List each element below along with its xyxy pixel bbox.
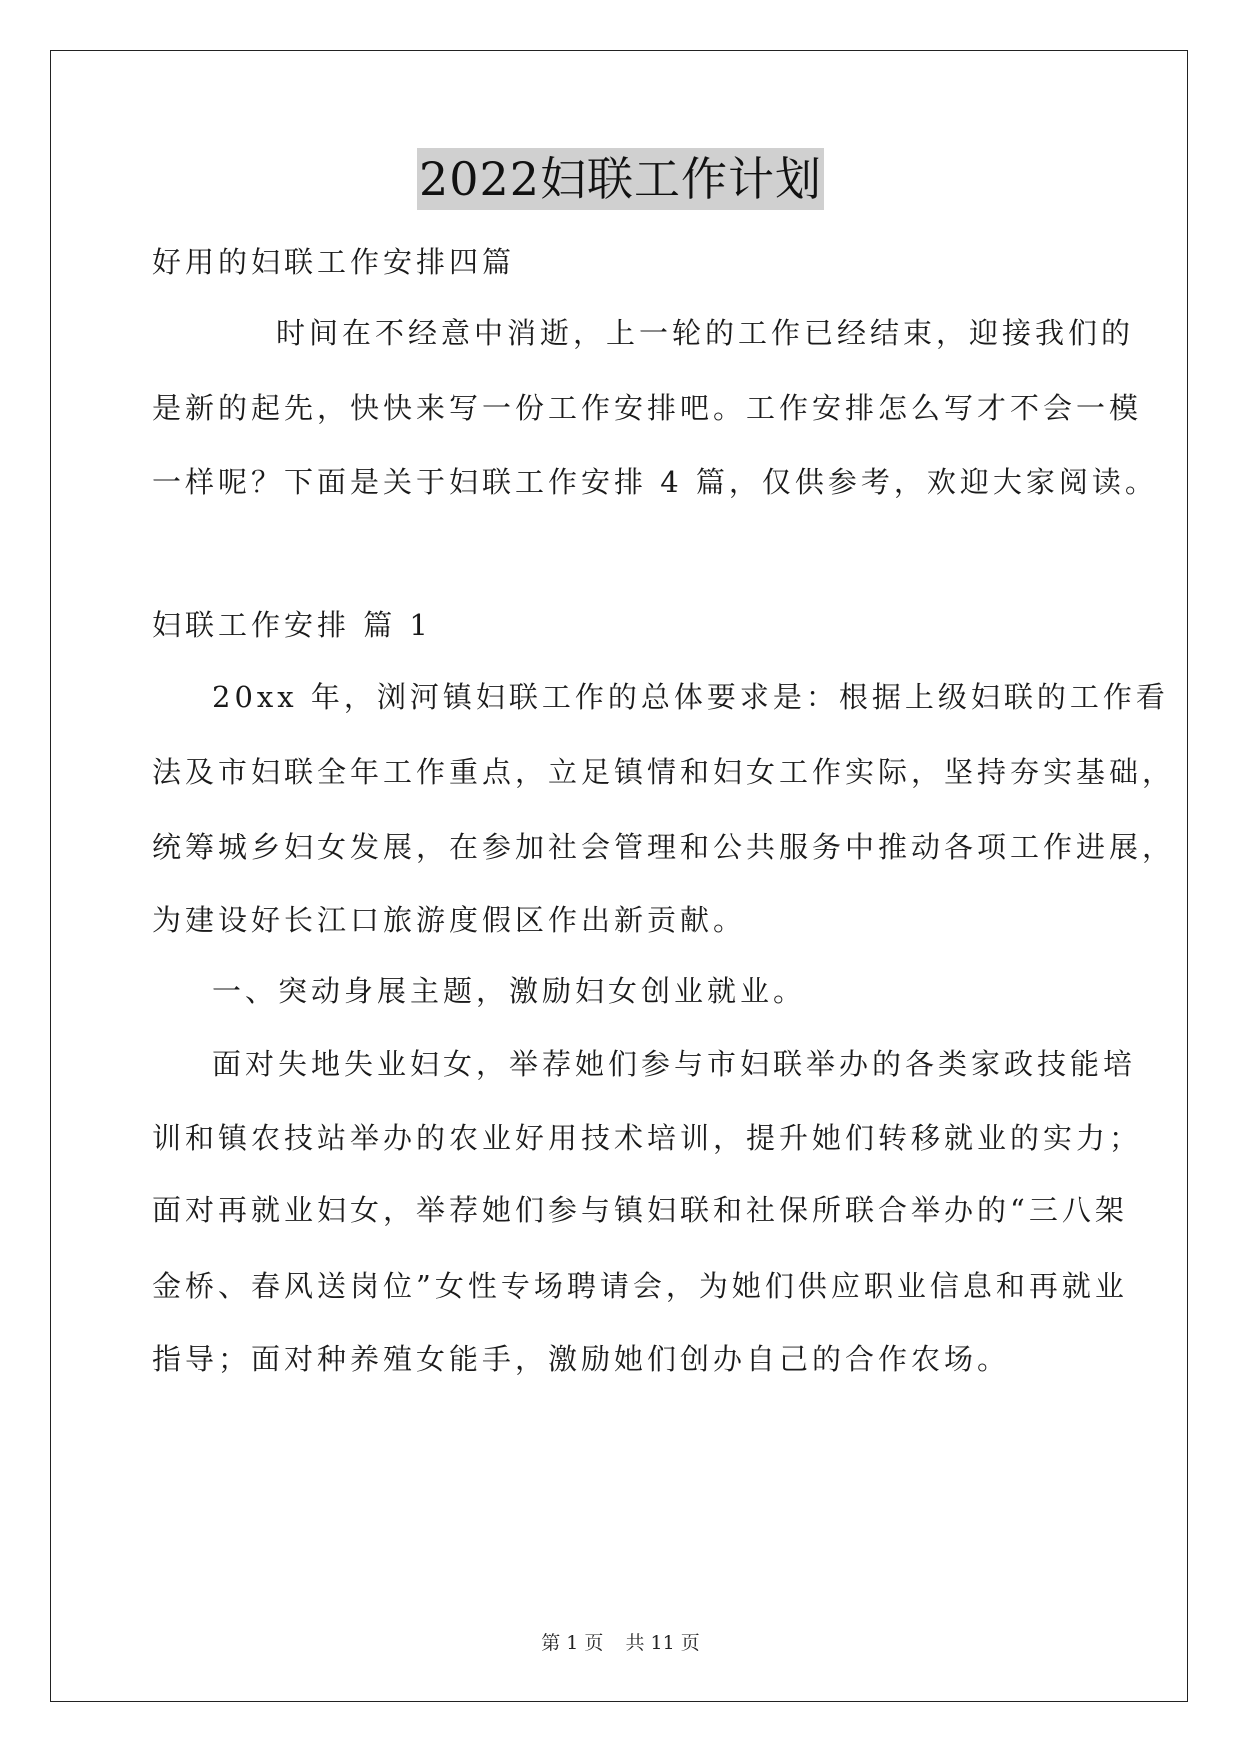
paragraph-line: 金桥、春风送岗位”女性专场聘请会，为她们供应职业信息和再就业: [152, 1269, 1128, 1303]
paragraph-line: 训和镇农技站举办的农业好用技术培训，提升她们转移就业的实力；: [152, 1121, 1143, 1155]
section-heading: 妇联工作安排 篇 1: [152, 608, 432, 642]
paragraph-line: 面对失地失业妇女，举荐她们参与市妇联举办的各类家政技能培: [212, 1047, 1137, 1081]
item-heading: 一、突动身展主题，激励妇女创业就业。: [212, 974, 807, 1008]
paragraph-line: 统筹城乡妇女发展，在参加社会管理和公共服务中推动各项工作进展，: [152, 830, 1176, 864]
intro-line: 一样呢？下面是关于妇联工作安排 4 篇，仅供参考，欢迎大家阅读。: [152, 465, 1158, 499]
page-footer: [0, 1628, 1241, 1655]
total-pages: 共 11 页: [625, 1632, 700, 1654]
paragraph-line: 20xx 年，浏河镇妇联工作的总体要求是：根据上级妇联的工作看: [212, 680, 1169, 714]
paragraph-line: 面对再就业妇女，举荐她们参与镇妇联和社保所联合举办的“三八架: [152, 1193, 1128, 1227]
title-container: [0, 148, 1241, 210]
intro-line: 时间在不经意中消逝，上一轮的工作已经结束，迎接我们的: [276, 316, 1135, 350]
subtitle: 好用的妇联工作安排四篇: [152, 245, 516, 279]
page-number: 第 1 页: [541, 1632, 604, 1654]
paragraph-line: 为建设好长江口旅游度假区作出新贡献。: [152, 903, 747, 937]
page-border: [50, 50, 1188, 1702]
intro-line: 是新的起先，快快来写一份工作安排吧。工作安排怎么写才不会一模: [152, 391, 1143, 425]
paragraph-line: 指导；面对种养殖女能手，激励她们创办自己的合作农场。: [152, 1342, 1011, 1376]
document-title: 2022妇联工作计划: [417, 148, 824, 210]
paragraph-line: 法及市妇联全年工作重点，立足镇情和妇女工作实际，坚持夯实基础，: [152, 755, 1176, 789]
